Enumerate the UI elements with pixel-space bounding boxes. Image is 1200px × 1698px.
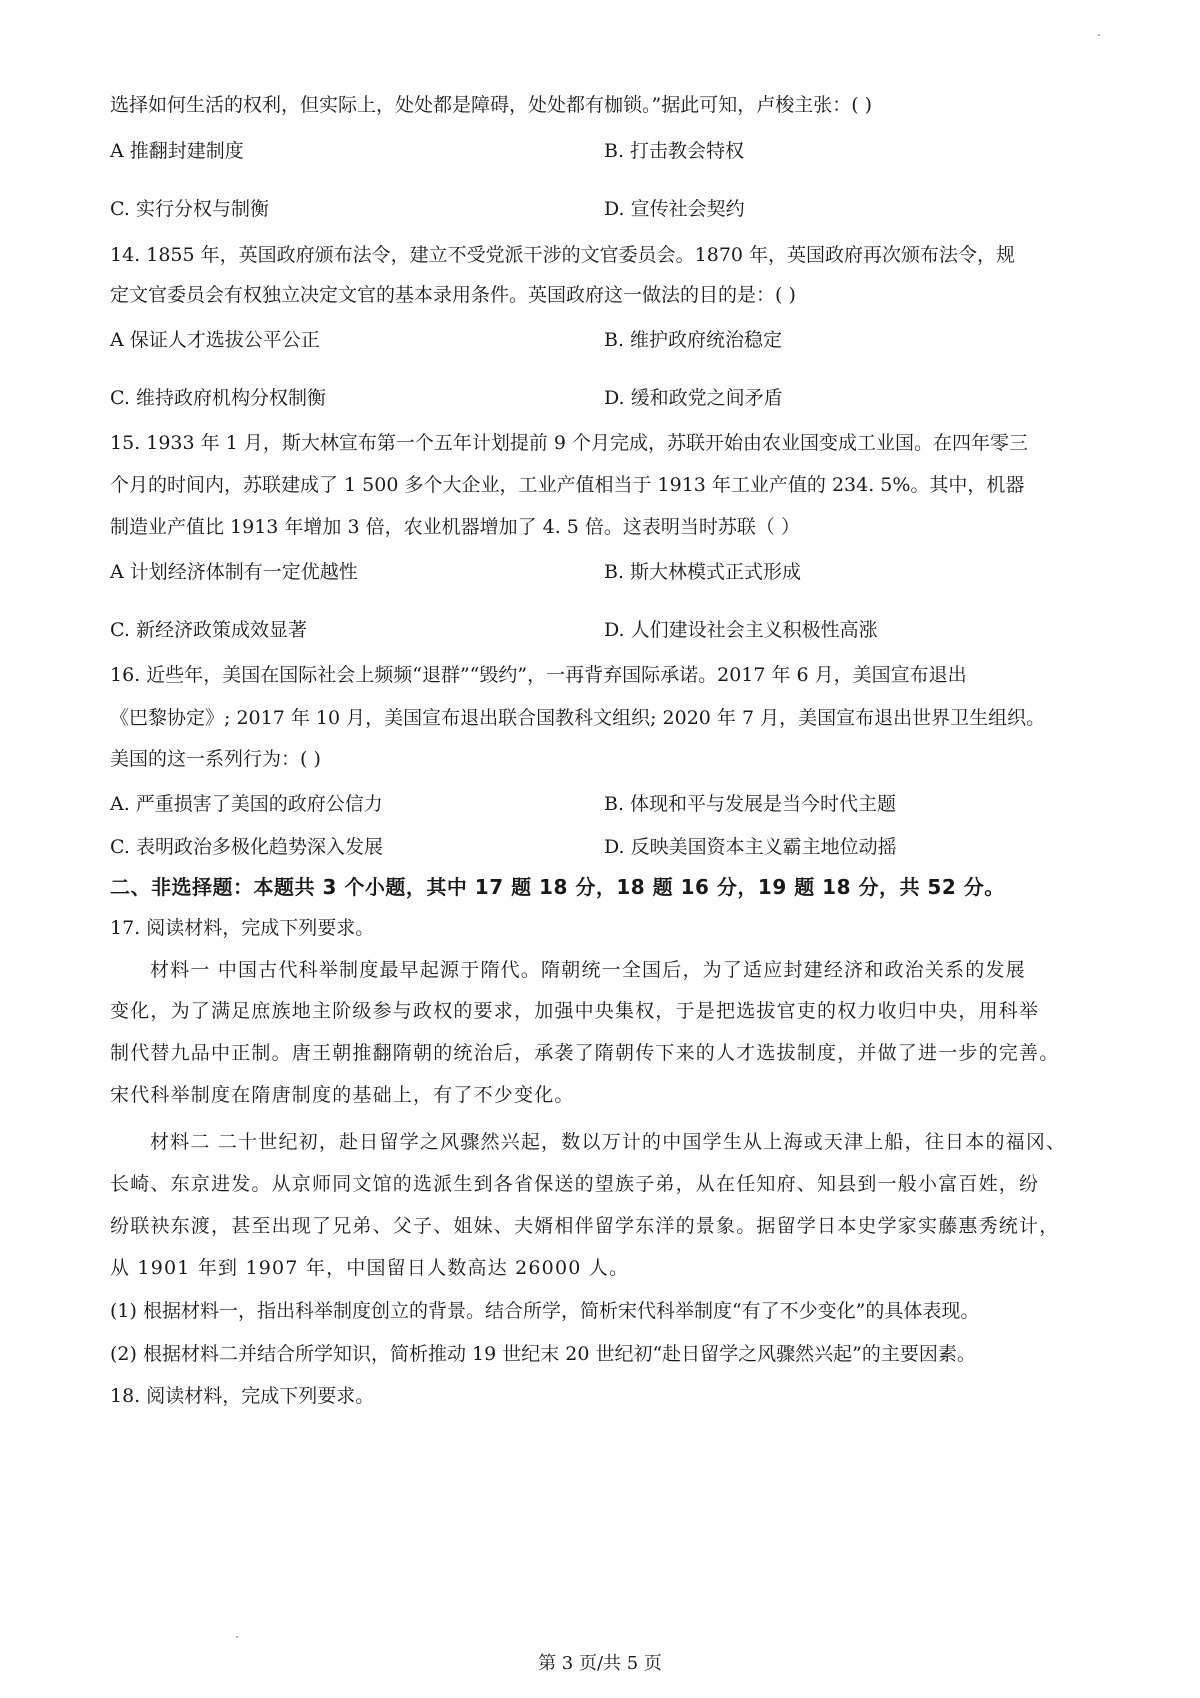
q17-material1-line2: 变化，为了满足庶族地主阶级参与政权的要求，加强中央集权，于是把选拔官吏的权力收归中央，用科举 bbox=[110, 1000, 1040, 1022]
q17-material2-line2: 长崎、东京进发。从京师同文馆的选派生到各省保送的望族子弟，从在任知府、知县到一般小富百姓，纷 bbox=[110, 1173, 1040, 1195]
q15-option-a: A 计划经济体制有一定优越性 bbox=[110, 561, 358, 583]
q14-option-a: A 保证人才选拔公平公正 bbox=[110, 329, 320, 351]
q13-option-d: D. 宣传社会契约 bbox=[604, 198, 745, 220]
q16-option-b: B. 体现和平与发展是当今时代主题 bbox=[604, 793, 897, 815]
q17-material2-line4: 从 1901 年到 1907 年，中国留日人数高达 26000 人。 bbox=[110, 1257, 630, 1279]
q14-option-b: B. 维护政府统治稳定 bbox=[604, 329, 783, 351]
q16-stem-line3: 美国的这一系列行为：( ) bbox=[110, 748, 321, 770]
q16-option-a: A. 严重损害了美国的政府公信力 bbox=[110, 793, 383, 815]
q15-option-d: D. 人们建设社会主义积极性高涨 bbox=[604, 619, 878, 641]
q17-requirement-1: (1) 根据材料一，指出科举制度创立的背景。结合所学，简析宋代科举制度“有了不少变化”的具体表现。 bbox=[110, 1300, 980, 1322]
q15-option-b: B. 斯大林模式正式形成 bbox=[604, 561, 802, 583]
q13-option-b: B. 打击教会特权 bbox=[604, 140, 745, 162]
scan-speck bbox=[236, 1636, 238, 1638]
q15-stem-line1: 15. 1933 年 1 月，斯大林宣布第一个五年计划提前 9 个月完成，苏联开始由农业国变成工业国。在四年零三 bbox=[110, 432, 1028, 454]
q17-material2-line1: 材料二 二十世纪初，赴日留学之风骤然兴起，数以万计的中国学生从上海或天津上船，往日本的福冈、 bbox=[150, 1131, 1067, 1153]
q17-requirement-2: (2) 根据材料二并结合所学知识，简析推动 19 世纪末 20 世纪初“赴日留学之风骤然兴起”的主要因素。 bbox=[110, 1343, 976, 1365]
q14-stem-line1: 14. 1855 年，英国政府颁布法令，建立不受党派干涉的文官委员会。1870 年，英国政府再次颁布法令，规 bbox=[110, 244, 1016, 266]
section-2-title: 二、非选择题：本题共 3 个小题，其中 17 题 18 分，18 题 16 分，19 题 18 分，共 52 分。 bbox=[110, 875, 1005, 899]
q13-option-a: A 推翻封建制度 bbox=[110, 140, 244, 162]
q16-stem-line2: 《巴黎协定》; 2017 年 10 月，美国宣布退出联合国教科文组织; 2020 年 7 月，美国宣布退出世界卫生组织。 bbox=[110, 707, 1046, 729]
q14-option-d: D. 缓和政党之间矛盾 bbox=[604, 387, 783, 409]
q17-stem: 17. 阅读材料，完成下列要求。 bbox=[110, 917, 375, 939]
q15-stem-line2: 个月的时间内，苏联建成了 1 500 多个大企业，工业产值相当于 1913 年工业产值的 234. 5%。其中，机器 bbox=[110, 474, 1025, 496]
q14-stem-line2: 定文官委员会有权独立决定文官的基本录用条件。英国政府这一做法的目的是：( ) bbox=[110, 284, 796, 306]
q18-stem: 18. 阅读材料，完成下列要求。 bbox=[110, 1385, 375, 1407]
scan-speck bbox=[1098, 34, 1100, 36]
q14-option-c: C. 维持政府机构分权制衡 bbox=[110, 387, 326, 409]
q13-stem-end: 选择如何生活的权利，但实际上，处处都是障碍，处处都有枷锁。”据此可知，卢梭主张：( ) bbox=[110, 94, 873, 116]
q16-option-c: C. 表明政治多极化趋势深入发展 bbox=[110, 836, 383, 858]
q13-option-c: C. 实行分权与制衡 bbox=[110, 198, 269, 220]
q16-option-d: D. 反映美国资本主义霸主地位动摇 bbox=[604, 836, 897, 858]
q17-material2-line3: 纷联袂东渡，甚至出现了兄弟、父子、姐妹、夫婿相伴留学东洋的景象。据留学日本史学家实藤惠秀统计， bbox=[110, 1215, 1060, 1237]
q17-material1-line4: 宋代科举制度在隋唐制度的基础上，有了不少变化。 bbox=[110, 1084, 575, 1106]
q17-material1-line3: 制代替九品中正制。唐王朝推翻隋朝的统治后，承袭了隋朝传下来的人才选拔制度，并做了进一步的完善。 bbox=[110, 1042, 1060, 1064]
q17-material1-line1: 材料一 中国古代科举制度最早起源于隋代。隋朝统一全国后，为了适应封建经济和政治关系的发展 bbox=[150, 959, 1026, 981]
q15-option-c: C. 新经济政策成效显著 bbox=[110, 619, 307, 641]
page-number-footer: 第 3 页/共 5 页 bbox=[538, 1653, 662, 1674]
q16-stem-line1: 16. 近些年，美国在国际社会上频频“退群”“毁约”，一再背弃国际承诺。2017 年 6 月，美国宣布退出 bbox=[110, 664, 967, 686]
q15-stem-line3: 制造业产值比 1913 年增加 3 倍，农业机器增加了 4. 5 倍。这表明当时苏联（ ） bbox=[110, 516, 800, 538]
